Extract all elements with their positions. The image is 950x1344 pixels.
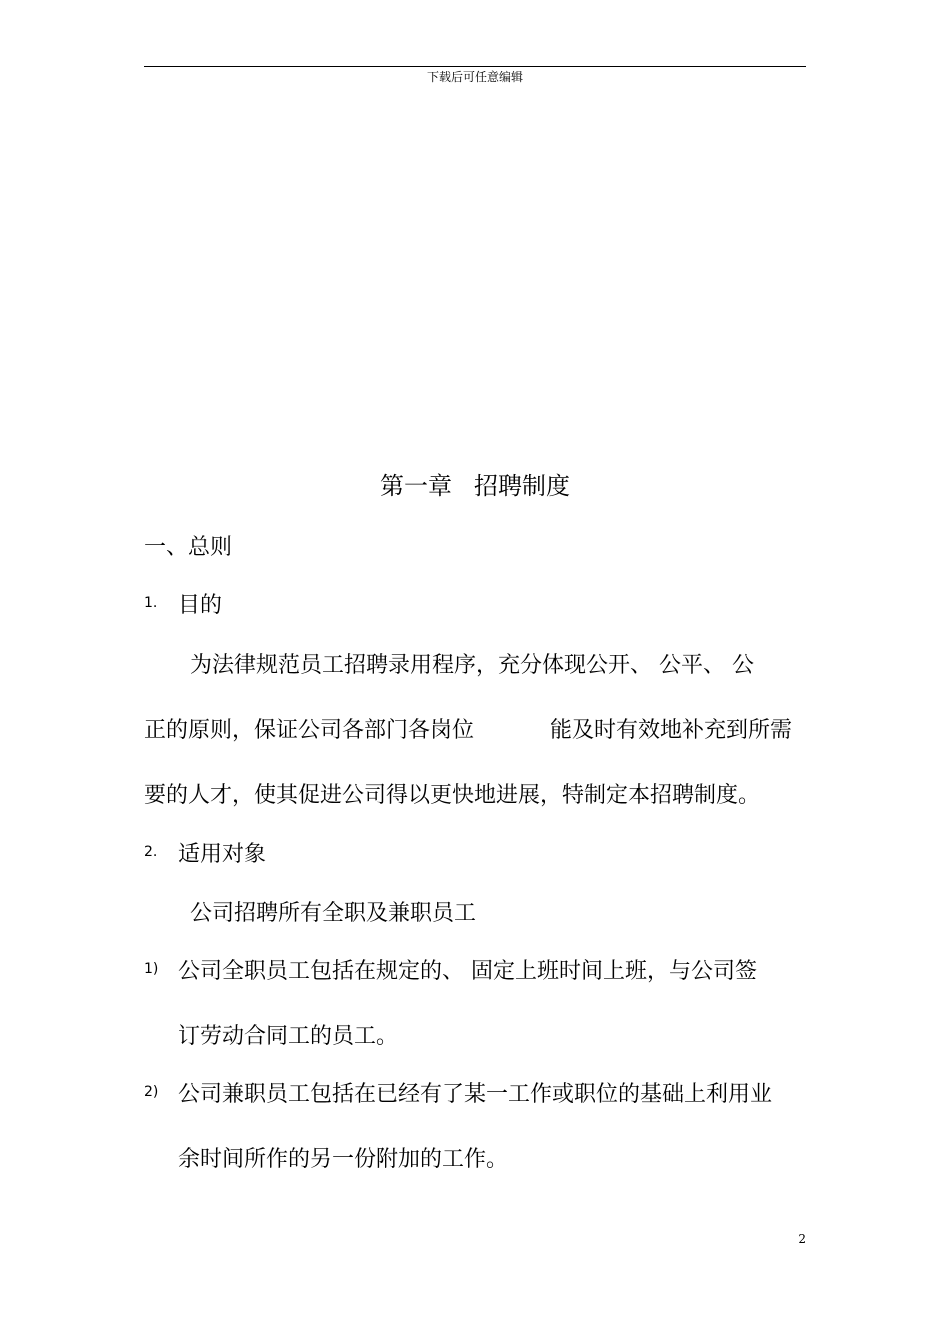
item-number: 1. [144, 595, 158, 611]
header-text: 下载后可任意编辑 [426, 70, 523, 84]
subitem-line: 公司全职员工包括在规定的、 固定上班时间上班，与公司签 [178, 959, 757, 984]
item-title: 目的 [178, 593, 223, 618]
chapter-title: 招聘制度 [474, 472, 570, 500]
subitem-line: 余时间所作的另一份附加的工作。 [178, 1147, 509, 1172]
header-rule [144, 66, 806, 67]
item-title: 适用对象 [178, 842, 267, 867]
subitem-line: 公司兼职员工包括在已经有了某一工作或职位的基础上利用业 [178, 1082, 773, 1107]
paragraph-line: 公司招聘所有全职及兼职员工 [190, 901, 477, 926]
page-number: 2 [798, 1232, 806, 1246]
paragraph-line: 能及时有效地补充到所需 [550, 718, 793, 743]
subitem-line: 订劳动合同工的员工。 [178, 1024, 399, 1049]
paragraph-line: 要的人才，使其促进公司得以更快地进展，特制定本招聘制度。 [144, 783, 761, 808]
section-title: 一、总则 [144, 535, 233, 560]
paragraph-line: 为法律规范员工招聘录用程序，充分体现公开、 公平、 公 [190, 653, 754, 678]
paragraph-line: 正的原则，保证公司各部门各岗位 [144, 718, 475, 743]
chapter-number: 第一章 [380, 472, 452, 500]
subitem-number: 1) [144, 961, 159, 977]
chapter-heading [0, 466, 950, 501]
subitem-number: 2) [144, 1084, 159, 1100]
item-number: 2. [144, 844, 158, 860]
